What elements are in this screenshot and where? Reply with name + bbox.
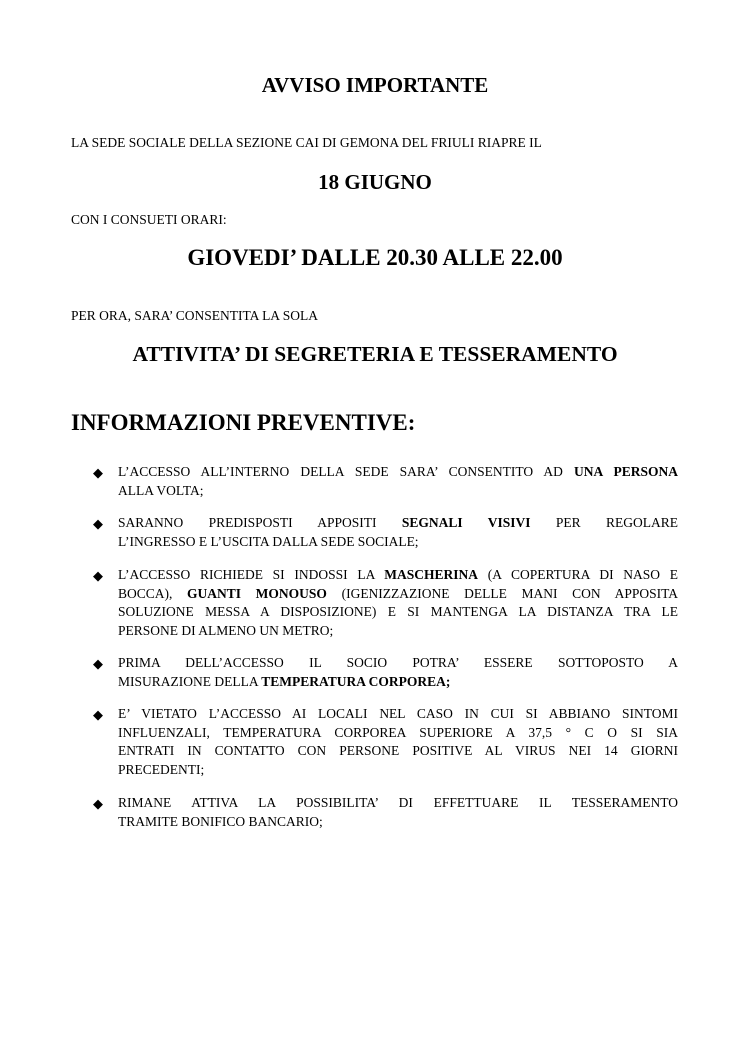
list-item-text-part: L’INGRESSO E L’USCITA DALLA SEDE SOCIALE;	[118, 533, 419, 549]
list-item-text	[118, 794, 678, 831]
list-item-text	[118, 463, 678, 500]
list-item-text-part: PER REGOLARE	[530, 515, 678, 530]
list-item-emphasis: TEMPERATURA CORPOREA;	[261, 673, 451, 689]
list-item-emphasis: MASCHERINA	[384, 567, 479, 582]
list-item-text-part: ALLA VOLTA;	[118, 482, 204, 498]
notice-title: AVVISO IMPORTANTE	[261, 73, 489, 97]
allowed-activity: ATTIVITA’ DI SEGRETERIA E TESSERAMENTO	[132, 342, 618, 366]
hours-intro: CON I CONSUETI ORARI:	[71, 212, 227, 227]
section-title: INFORMAZIONI PREVENTIVE:	[71, 410, 416, 435]
diamond-bullet-icon: ◆	[93, 657, 103, 672]
list-item-text-part: SARANNO PREDISPOSTI APPOSITI	[118, 515, 402, 530]
list-item-text-part: (A COPERTURA DI NASO E	[478, 567, 679, 582]
list-item-text-part: PERSONE DI ALMENO UN METRO;	[118, 622, 334, 638]
list-item-text	[118, 705, 678, 779]
list-item-emphasis: GUANTI MONOUSO	[187, 585, 327, 601]
list-item-text-part: TRAMITE BONIFICO BANCARIO;	[118, 813, 323, 829]
opening-hours: GIOVEDI’ DALLE 20.30 ALLE 22.00	[187, 245, 563, 270]
reopen-date: 18 GIUGNO	[318, 170, 432, 194]
diamond-bullet-icon: ◆	[93, 708, 103, 723]
list-item-emphasis: UNA PERSONA	[573, 464, 678, 479]
list-item-text	[118, 654, 678, 691]
list-item-text-part: E’ VIETATO L’ACCESSO AI LOCALI NEL CASO IN CUI SI ABBIANO SINTOMI	[118, 706, 678, 721]
diamond-bullet-icon: ◆	[93, 466, 103, 481]
diamond-bullet-icon: ◆	[93, 517, 103, 532]
intro-line: LA SEDE SOCIALE DELLA SEZIONE CAI DI GEMONA DEL FRIULI RIAPRE IL	[71, 135, 542, 150]
activity-intro: PER ORA, SARA’ CONSENTITA LA SOLA	[71, 308, 318, 323]
list-item-text-part: L’ACCESSO ALL’INTERNO DELLA SEDE SARA’ CONSENTITO AD	[118, 464, 574, 479]
list-item-text	[118, 514, 678, 551]
diamond-bullet-icon: ◆	[93, 797, 103, 812]
list-item-text-part: PRECEDENTI;	[118, 761, 205, 777]
list-item-text-part: L’ACCESSO RICHIEDE SI INDOSSI LA	[118, 567, 385, 582]
list-item-text-part: RIMANE ATTIVA LA POSSIBILITA’ DI EFFETTUARE IL TESSERAMENTO	[118, 795, 678, 810]
diamond-bullet-icon: ◆	[93, 569, 103, 584]
list-item-text-part: INFLUENZALI, TEMPERATURA CORPOREA SUPERIORE A 37,5 ° C O SI SIA	[118, 724, 678, 740]
list-item-emphasis: SEGNALI VISIVI	[401, 515, 531, 530]
list-item-text-part: PRIMA DELL’ACCESSO IL SOCIO POTRA’ ESSERE SOTTOPOSTO A	[118, 655, 678, 670]
list-item-text-part: SOLUZIONE MESSA A DISPOSIZIONE) E SI MANTENGA LA DISTANZA TRA LE	[118, 604, 678, 619]
list-item-text-part: MISURAZIONE DELLA	[118, 673, 262, 689]
list-item-text-part: ENTRATI IN CONTATTO CON PERSONE POSITIVE AL VIRUS NEI 14 GIORNI	[118, 743, 678, 758]
list-item-text-part: (IGENIZZAZIONE DELLE MANI CON APPOSITA	[326, 585, 679, 601]
list-item-text	[118, 566, 678, 640]
list-item-text-part: BOCCA),	[118, 585, 188, 601]
